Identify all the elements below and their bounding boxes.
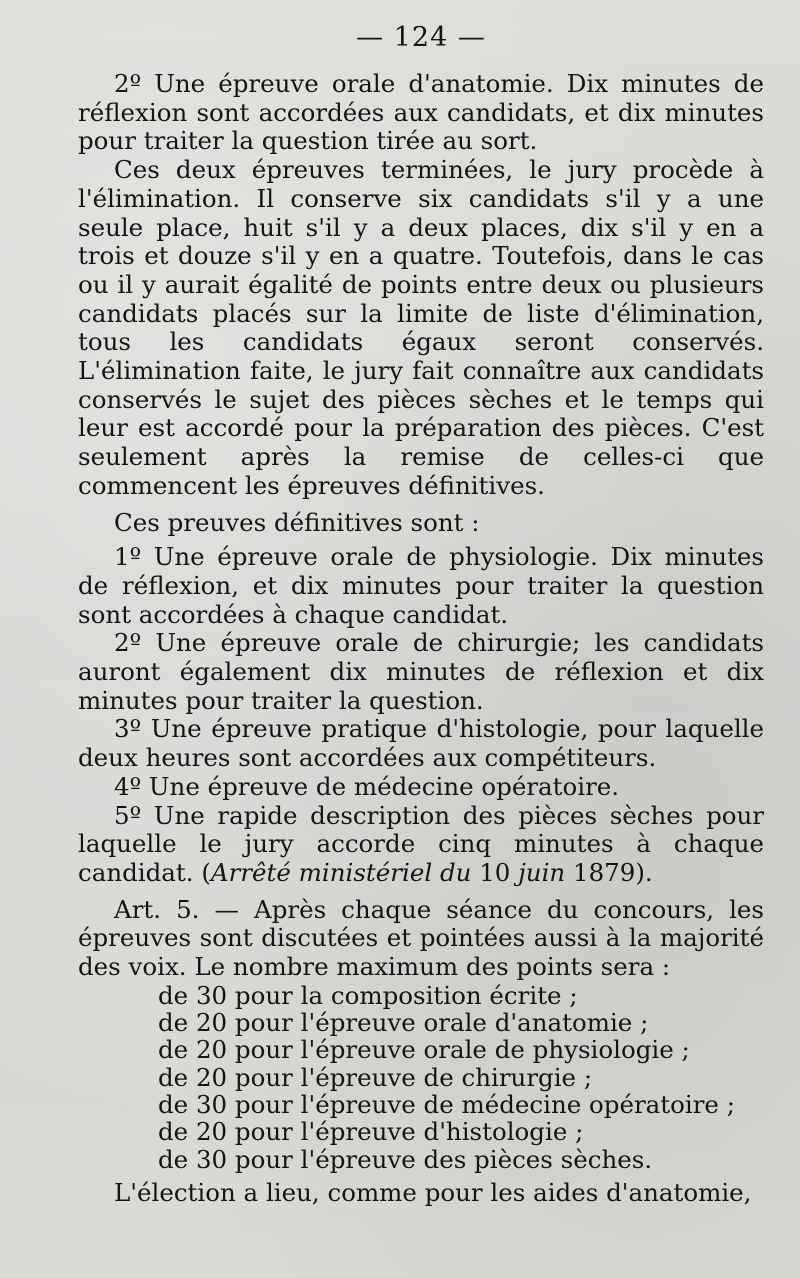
paragraph-physiology-exam: 1º Une épreuve orale de physiologie. Dix minutes de réflexion, et dix minutes pour traiter la question sont accordées à chaque candidat. bbox=[78, 542, 764, 629]
paragraph-surgery-exam: 2º Une épreuve orale de chirurgie; les candidats auront également dix minutes de réflexion et dix minutes pour traiter la question. bbox=[78, 628, 764, 715]
citation-month: juin bbox=[518, 857, 566, 887]
points-list-item: de 20 pour l'épreuve d'histologie ; bbox=[158, 1117, 584, 1147]
citation-italic: Arrêté ministériel du bbox=[210, 857, 472, 887]
dry-pieces-text: 5º Une rapide description des pièces sèches pour laquelle le jury accorde cinq minutes à chaque candidat. bbox=[78, 800, 764, 887]
paragraph-histology-exam: 3º Une épreuve pratique d'histologie, pour laquelle deux heures sont accordées aux compétiteurs. bbox=[78, 714, 764, 773]
page-number: — 124 — bbox=[356, 22, 486, 53]
points-list-item: de 30 pour l'épreuve de médecine opératoire ; bbox=[158, 1089, 735, 1119]
points-list-item: de 20 pour l'épreuve orale d'anatomie ; bbox=[158, 1008, 649, 1038]
paragraph-elimination: Ces deux épreuves terminées, le jury procède à l'élimination. Il conserve six candidats s'il y a une seule place, huit s'il y a deux places, dix s'il y en a trois et douze s'il y en a quatre. Toutefois, dans le cas ou il y aurait égalité de points entre deux ou plusieurs candidats placés sur la limite de liste d'élimination, tous les candidats égaux seront conservés. L'élimination faite, le jury fait connaître aux candidats conservés le sujet des pièces sèches et le temps qui leur est accordé pour la préparation des pièces. C'est seulement après la remise de celles-ci que commencent les épreuves définitives. bbox=[78, 155, 764, 500]
points-list-item: de 30 pour la composition écrite ; bbox=[158, 980, 578, 1010]
paragraph-operative-medicine-exam: 4º Une épreuve de médecine opératoire. bbox=[114, 771, 620, 801]
paragraph-election: L'élection a lieu, comme pour les aides d'anatomie, bbox=[114, 1177, 752, 1207]
citation-day: 10 bbox=[479, 857, 511, 887]
paragraph-definitive-intro: Ces preuves définitives sont : bbox=[114, 507, 480, 537]
points-list-item: de 20 pour l'épreuve orale de physiologie ; bbox=[158, 1035, 690, 1065]
paragraph-article-5: Art. 5. — Après chaque séance du concours, les épreuves sont discutées et pointées aussi à la majorité des voix. Le nombre maximum des points sera : bbox=[78, 894, 764, 982]
citation-open: ( bbox=[201, 857, 211, 887]
paragraph-anatomy-exam: 2º Une épreuve orale d'anatomie. Dix minutes de réflexion sont accordées aux candidats, et dix minutes pour traiter la question tirée au sort. bbox=[78, 69, 764, 156]
citation-year: 1879). bbox=[572, 857, 653, 887]
page-text bbox=[78, 70, 764, 1208]
points-list bbox=[158, 982, 764, 1173]
points-list-item: de 20 pour l'épreuve de chirurgie ; bbox=[158, 1062, 593, 1092]
points-list-item: de 30 pour l'épreuve des pièces sèches. bbox=[158, 1144, 653, 1174]
paragraph-dry-pieces-exam bbox=[78, 802, 764, 888]
